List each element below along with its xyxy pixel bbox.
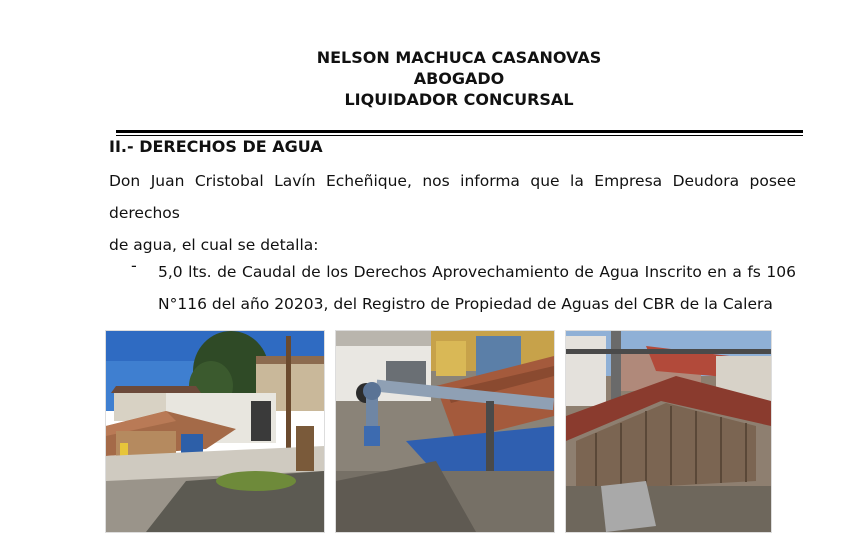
photo-wooden-shed [565,330,772,533]
header-divider-thick [116,130,803,133]
photo-well-site [105,330,325,533]
intro-paragraph [109,165,796,261]
photo-pipe-valve [335,330,555,533]
letterhead-name: NELSON MACHUCA CASANOVAS [316,48,602,67]
bullet-marker: - [131,256,137,275]
bullet-item-line1: 5,0 lts. de Caudal de los Derechos Aprovechamiento de Agua Inscrito en a fs 106 [158,263,796,281]
letterhead-title: ABOGADO [413,69,505,88]
bullet-item-line2: N°116 del año 20203, del Registro de Propiedad de Aguas del CBR de la Calera [158,295,773,313]
intro-paragraph-line2: de agua, el cual se detalla: [109,236,319,254]
bullet-item [158,256,796,320]
intro-paragraph-line1: Don Juan Cristobal Lavín Echeñique, nos informa que la Empresa Deudora posee derechos [109,172,796,222]
header-divider-thin [116,135,803,136]
letterhead-role: LIQUIDADOR CONCURSAL [344,90,574,109]
letterhead [0,47,865,110]
section-title: II.- DERECHOS DE AGUA [109,137,323,156]
